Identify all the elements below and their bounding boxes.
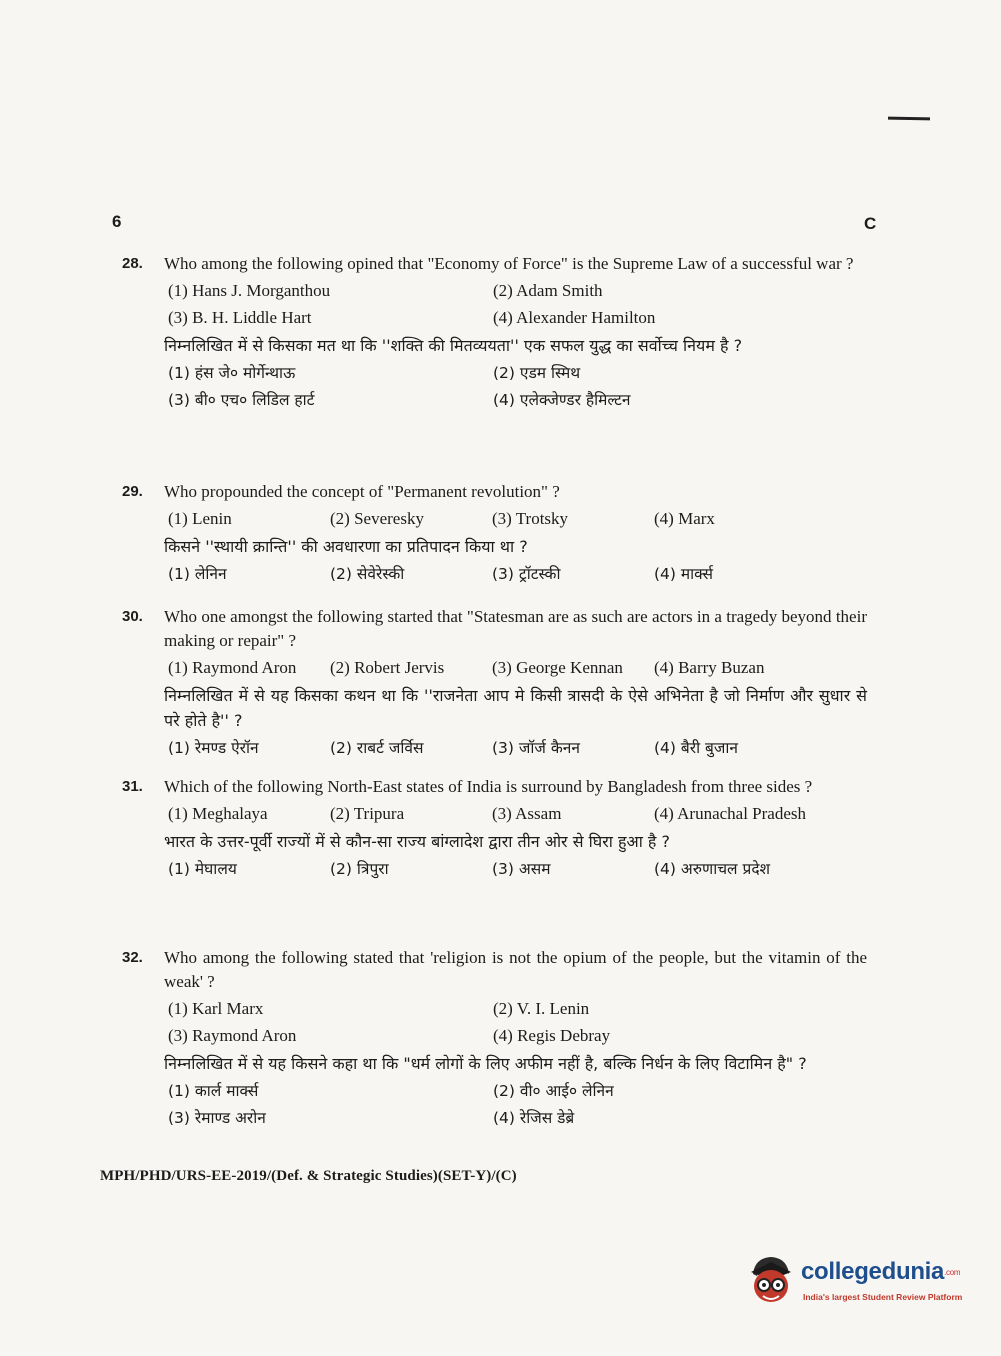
- options-en: [168, 802, 867, 826]
- options-hi: [168, 857, 867, 881]
- option: (4) एलेक्जेण्डर हैमिल्टन: [493, 391, 631, 409]
- collegedunia-watermark: [745, 1250, 970, 1312]
- option: (4) बैरी बुजान: [654, 739, 738, 757]
- option: (4) रेजिस डेब्रे: [493, 1109, 575, 1127]
- options-hi: [168, 1079, 867, 1130]
- option: (3) B. H. Liddle Hart: [168, 308, 312, 327]
- question-30: [122, 605, 867, 763]
- option: (3) ट्रॉटस्की: [492, 565, 561, 583]
- question-text-en: Which of the following North-East states of India is surround by Bangladesh from three sides ?: [164, 777, 813, 796]
- question-29: [122, 480, 867, 589]
- question-text-hi: भारत के उत्तर-पूर्वी राज्यों में से कौन-सा राज्य बांग्लादेश द्वारा तीन ओर से घिरा हुआ है ?: [164, 832, 670, 851]
- option: (2) Tripura: [330, 804, 405, 823]
- option: (1) मेघालय: [168, 860, 237, 878]
- set-letter: C: [864, 214, 877, 233]
- options-hi: [168, 736, 867, 760]
- option: (2) Adam Smith: [493, 281, 603, 300]
- question-text-en: Who propounded the concept of "Permanent revolution" ?: [164, 482, 560, 501]
- question-number: 32.: [122, 949, 143, 966]
- option: (4) Regis Debray: [493, 1026, 611, 1045]
- question-text-hi: निम्नलिखित में से यह किसने कहा था कि "धर्म लोगों के लिए अफीम नहीं है, बल्कि निर्धन के लिए विटामिन है" ?: [164, 1054, 807, 1073]
- options-hi: [168, 562, 867, 586]
- options-en: [168, 997, 867, 1048]
- option: (1) कार्ल मार्क्स: [168, 1082, 259, 1100]
- mascot-icon: [745, 1252, 795, 1308]
- options-en: [168, 279, 867, 330]
- option: (1) Raymond Aron: [168, 658, 297, 677]
- option: (3) Trotsky: [492, 509, 569, 528]
- option: (1) Karl Marx: [168, 999, 264, 1018]
- question-number: 28.: [122, 255, 143, 272]
- page-number: 6: [112, 212, 122, 231]
- option: (2) Severesky: [330, 509, 424, 528]
- corner-dash-mark: [888, 117, 930, 121]
- option: (3) Raymond Aron: [168, 1026, 297, 1045]
- option: (3) असम: [492, 860, 551, 878]
- option: (1) Lenin: [168, 509, 232, 528]
- option: (1) लेनिन: [168, 565, 227, 583]
- brand-suffix: .com: [944, 1268, 961, 1278]
- option: (2) एडम स्मिथ: [493, 364, 581, 382]
- option: (2) त्रिपुरा: [330, 860, 389, 878]
- paper-code-footer: MPH/PHD/URS-EE-2019/(Def. & Strategic Studies)(SET-Y)/(C): [100, 1168, 517, 1184]
- question-31: [122, 775, 867, 884]
- options-hi: [168, 361, 867, 412]
- option: (2) वी० आई० लेनिन: [493, 1082, 614, 1100]
- question-text-hi: निम्नलिखित में से किसका मत था कि ''शक्ति की मितव्ययता'' एक सफल युद्ध का सर्वोच्च नियम है ?: [164, 336, 743, 355]
- option: (2) सेवेरेस्की: [330, 565, 405, 583]
- question-text-hi: किसने ''स्थायी क्रान्ति'' की अवधारणा का प्रतिपादन किया था ?: [164, 537, 528, 556]
- option: (4) Arunachal Pradesh: [654, 804, 807, 823]
- option: (4) Alexander Hamilton: [493, 308, 656, 327]
- option: (2) V. I. Lenin: [493, 999, 590, 1018]
- question-number: 31.: [122, 778, 143, 795]
- option: (3) रेमाण्ड अरोन: [168, 1109, 266, 1127]
- option: (1) हंस जे० मोर्गेन्थाऊ: [168, 364, 296, 382]
- question-text-hi: निम्नलिखित में से यह किसका कथन था कि ''राजनेता आप मे किसी त्रासदी के ऐसे अभिनेता है जो निर्माण और सुधार से परे होते है'' ?: [164, 686, 867, 730]
- question-32: [122, 946, 867, 1133]
- option: (4) Marx: [654, 509, 715, 528]
- option: (1) Meghalaya: [168, 804, 268, 823]
- question-text-en: Who among the following opined that "Economy of Force" is the Supreme Law of a successful war ?: [164, 254, 854, 273]
- option: (1) Hans J. Morganthou: [168, 281, 331, 300]
- question-28: [122, 252, 867, 415]
- option: (4) मार्क्स: [654, 565, 713, 583]
- option: (3) जॉर्ज कैनन: [492, 739, 580, 757]
- option: (2) राबर्ट जर्विस: [330, 739, 424, 757]
- option: (4) अरुणाचल प्रदेश: [654, 860, 771, 878]
- question-text-en: Who among the following stated that 'religion is not the opium of the people, but the vitamin of the weak' ?: [164, 948, 867, 991]
- question-number: 30.: [122, 608, 143, 625]
- option: (2) Robert Jervis: [330, 658, 445, 677]
- option: (3) George Kennan: [492, 658, 623, 677]
- question-number: 29.: [122, 483, 143, 500]
- question-text-en: Who one amongst the following started that "Statesman are as such are actors in a tragedy beyond their making or repair" ?: [164, 607, 867, 650]
- option: (1) रेमण्ड ऐरॉन: [168, 739, 259, 757]
- brand-tagline: India's largest Student Review Platform: [803, 1292, 963, 1302]
- option: (4) Barry Buzan: [654, 658, 765, 677]
- options-en: [168, 656, 867, 680]
- option: (3) बी० एच० लिडिल हार्ट: [168, 391, 315, 409]
- option: (3) Assam: [492, 804, 562, 823]
- brand-name: collegedunia.com: [801, 1258, 961, 1285]
- options-en: [168, 507, 867, 531]
